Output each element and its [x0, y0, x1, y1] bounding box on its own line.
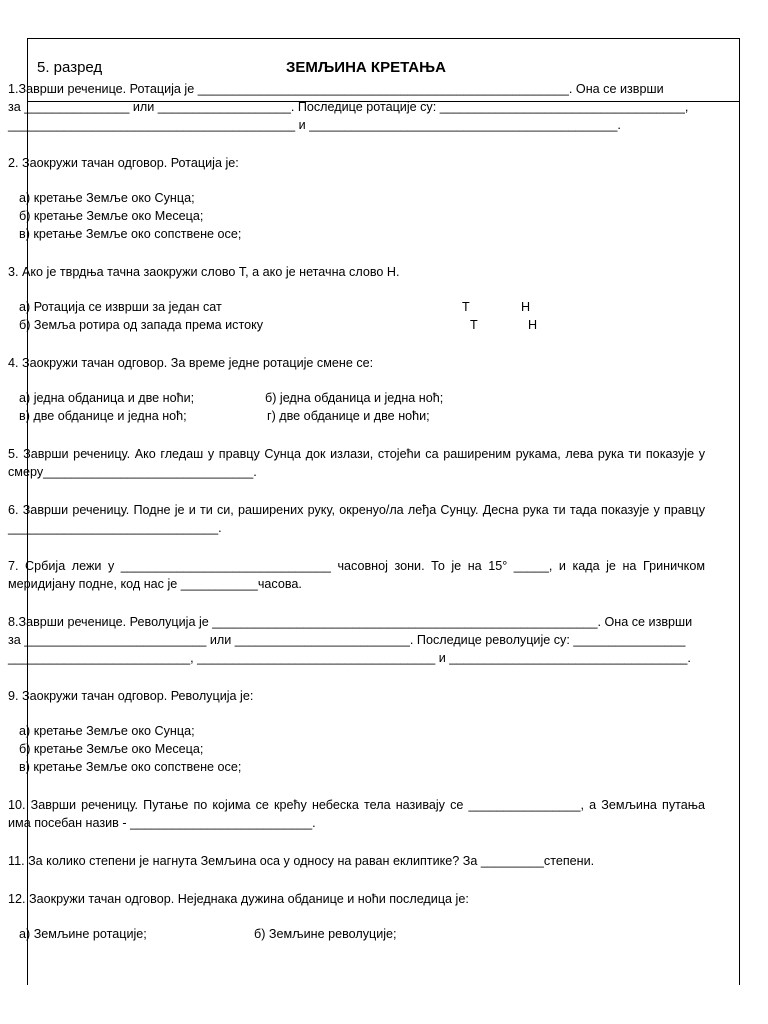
option-c: в) две обданице и једна ноћ; — [19, 409, 187, 423]
question-12 — [8, 890, 705, 943]
grade-label: 5. разред — [37, 59, 103, 76]
question-3-text: 3. Ако је тврдња тачна заокружи слово Т, а ако је нетачна слово Н. — [8, 265, 400, 279]
option-row — [8, 925, 705, 943]
false-choice: Н — [521, 300, 531, 314]
question-9 — [8, 687, 705, 776]
option-a: а) Земљине ротације; — [19, 927, 147, 941]
statement-row — [8, 316, 705, 334]
option-b: б) кретање Земље око Месеца; — [19, 209, 204, 223]
option-b: б) кретање Земље око Месеца; — [19, 742, 204, 756]
option-c: в) кретање Земље око сопствене осе; — [19, 227, 242, 241]
question-10: 10. Заврши реченицу. Путање по којима се крећу небеска тела називају се ________________, а Земљина путања има посебан назив - __________________________. — [8, 798, 705, 830]
question-12-text: 12. Заокружи тачан одговор. Неједнака дужина обданице и ноћи последица је: — [8, 892, 469, 906]
question-8 — [8, 613, 705, 667]
statement-row — [8, 298, 705, 316]
question-1-line-3: _________________________________________ и ____________________________________________. — [8, 118, 621, 132]
true-choice: Т — [470, 318, 478, 332]
question-5: 5. Заврши реченицу. Ако гледаш у правцу Сунца док излази, стојећи са раширеним рукама, лева рука ти показује у смеру______________________________. — [8, 447, 705, 479]
question-4-text: 4. Заокружи тачан одговор. За време једне ротације смене се: — [8, 356, 374, 370]
question-11: 11. За колико степени је нагнута Земљина оса у односу на раван еклиптике? За _________степени. — [8, 854, 595, 868]
question-6: 6. Заврши реченицу. Подне је и ти си, раширених руку, окренуо/ла леђа Сунцу. Десна рука ти тада показује у правцу ______________________________. — [8, 503, 705, 535]
statement-text: а) Ротација се изврши за један сат — [19, 300, 222, 314]
option-row — [8, 389, 705, 407]
question-3 — [8, 263, 705, 334]
true-choice: Т — [462, 300, 470, 314]
option-d: г) две обданице и две ноћи; — [267, 409, 430, 423]
worksheet-title: ЗЕМЉИНА КРЕТАЊА — [286, 59, 446, 76]
question-4 — [8, 354, 705, 425]
questions — [8, 80, 705, 943]
statement-text: б) Земља ротира од запада према истоку — [19, 318, 264, 332]
option-b: б) Земљине револуције; — [254, 927, 397, 941]
question-1-line-1: 1.Заврши реченице. Ротација је _____________________________________________________. Она се изврши — [8, 82, 664, 96]
question-8-line-1: 8.Заврши реченице. Револуција је _______________________________________________________. Она се изврши — [8, 615, 693, 629]
question-2 — [8, 154, 705, 243]
question-7: 7. Србија лежи у ______________________________ часовној зони. То је на 15° _____, и када је на Гриничком меридијану подне, код нас је ___________часова. — [8, 559, 705, 591]
question-2-text: 2. Заокружи тачан одговор. Ротација је: — [8, 156, 239, 170]
option-a: а) кретање Земље око Сунца; — [19, 724, 195, 738]
option-a: а) кретање Земље око Сунца; — [19, 191, 195, 205]
option-b: б) једна обданица и једна ноћ; — [265, 391, 444, 405]
option-c: в) кретање Земље око сопствене осе; — [19, 760, 242, 774]
question-1-line-2: за _______________ или ___________________. Последице ротације су: ___________________________________, — [8, 100, 689, 114]
question-9-text: 9. Заокружи тачан одговор. Револуција је: — [8, 689, 254, 703]
question-8-line-3: __________________________, __________________________________ и __________________________________. — [8, 651, 691, 665]
option-a: а) једна обданица и две ноћи; — [19, 391, 195, 405]
question-8-line-2: за __________________________ или _________________________. Последице револуције су: ________________ — [8, 633, 686, 647]
false-choice: Н — [528, 318, 538, 332]
question-1 — [8, 80, 705, 134]
option-row — [8, 407, 705, 425]
